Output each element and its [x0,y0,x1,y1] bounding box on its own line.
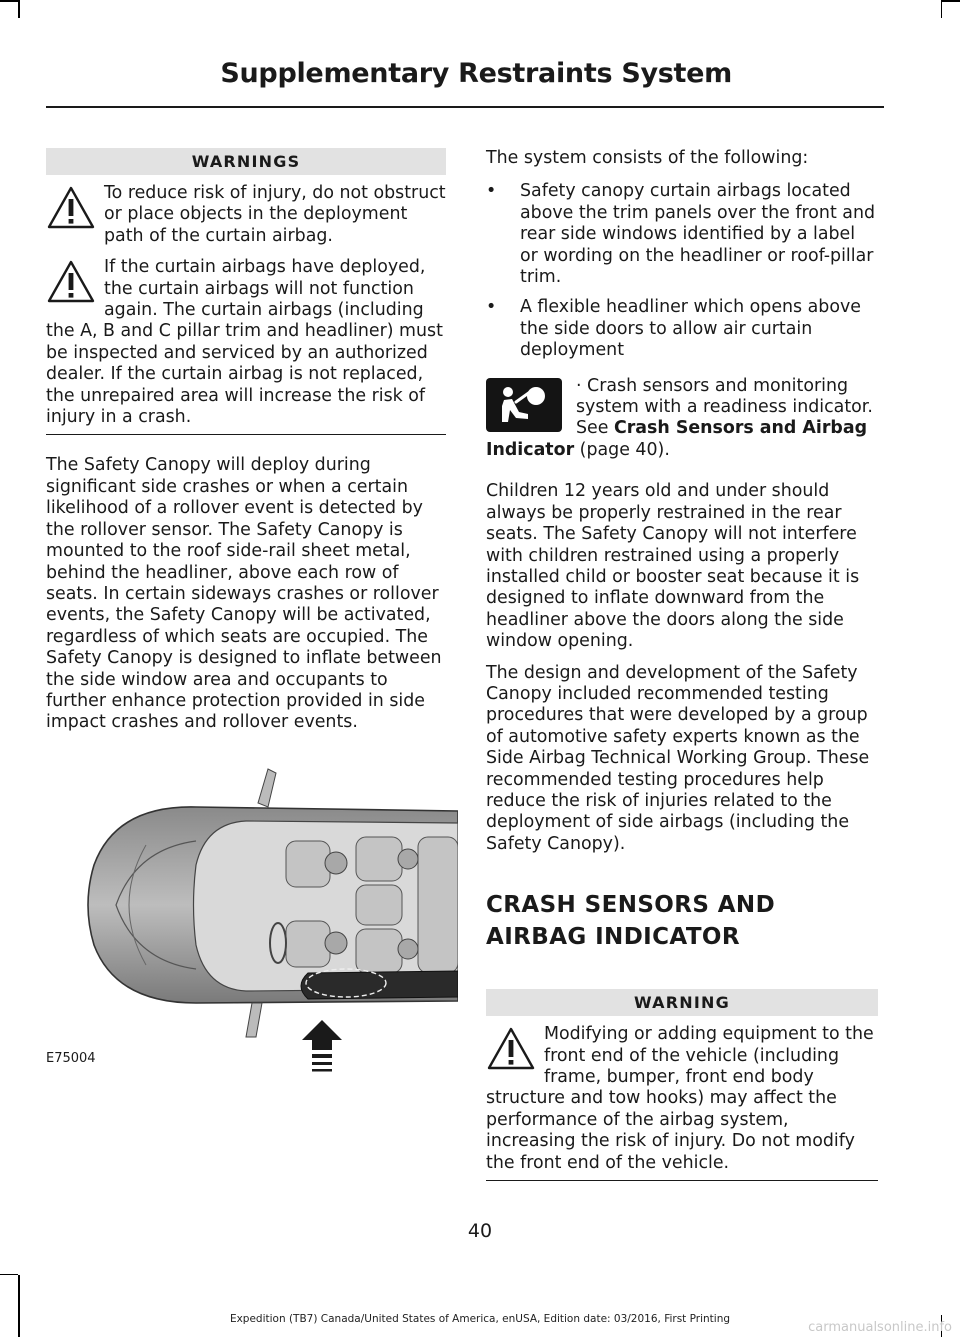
crash-sensors-page-ref: (page 40). [574,439,670,460]
right-column [486,148,878,1181]
airbag-indicator-icon [486,378,562,432]
warning-item [486,1024,878,1174]
header-rule [46,106,884,108]
warning-item [46,257,446,428]
warning-triangle-icon [486,1026,536,1072]
crop-mark [942,0,960,2]
page-title: Supplementary Restraints System [220,58,732,89]
bullet-mark: • [486,181,497,202]
warning-text: If the curtain airbags have deployed, the curtain airbags will not function again. The curtain airbags (including the A, B and C pillar trim and headliner) must be inspected and serviced by an authorized dealer. If the curtain airbag is not replaced, the unrepaired area will increase the risk of injury in a crash. [46,257,443,428]
warning-triangle-icon [46,185,96,231]
warning-item [46,183,446,247]
warning-end-rule [486,1180,878,1181]
list-item-text: Safety canopy curtain airbags located above the trim panels over the front and rear side windows identified by a label or wording on the headliner or roof-pillar trim. [520,181,876,288]
list-item [486,297,878,361]
vehicle-curtain-airbag-illustration [46,745,458,1075]
crop-mark [941,0,943,18]
children-paragraph: Children 12 years old and under should always be properly restrained in the rear seats. The Safety Canopy will not interfere with children restrained using a properly installed child or booster seat because it is designed to inflate downward from the headliner above the doors along the side window opening. [486,481,860,652]
system-intro: The system consists of the following: [486,148,809,168]
warning-triangle-icon [46,259,96,305]
system-components-list [486,181,878,361]
section-heading-line: CRASH SENSORS AND [486,892,776,919]
safety-canopy-paragraph: The Safety Canopy will deploy during significant side crashes or when a certain likelihood of a rollover event is detected by the rollover sensor. The Safety Canopy is mounted to the roof side-rail sheet metal, behind the headliner, above each row of seats. In certain sideways crashes or rollover events, the Safety Canopy will be activated, regardless of which seats are occupied. The Safety Canopy is designed to inflate between the side window area and occupants to further enhance protection provided in side impact crashes and rollover events. [46,455,442,733]
crash-sensor-item [486,376,878,462]
section-heading-line: AIRBAG INDICATOR [486,924,740,951]
figure-label: E75004 [46,1051,96,1066]
crop-mark [0,1274,18,1276]
warning-heading: WARNING [486,989,878,1016]
warning-text: Modifying or adding equipment to the front end of the vehicle (including frame, bumper, front end body structure and tow hooks) may affect the performance of the airbag system, increasing the risk of injury. Do not modify the front end of the vehicle. [486,1024,874,1173]
section-heading [486,889,878,953]
bullet-mark: • [486,297,497,318]
list-item [486,181,878,288]
watermark: carmanualsonline.info [808,1320,952,1335]
page-footer: Expedition (TB7) Canada/United States of America, enUSA, Edition date: 03/2016, First Printing [229,1313,731,1325]
page-number: 40 [467,1220,493,1242]
list-item-text: A flexible headliner which opens above the side doors to allow air curtain deployment [520,297,861,361]
warnings-heading: WARNINGS [46,148,446,175]
crash-sensor-text: · Crash sensors and monitoring system with a readiness indicator. See [576,375,873,439]
warnings-end-rule [46,434,446,435]
left-column [46,148,446,734]
crop-mark [0,0,18,2]
design-paragraph: The design and development of the Safety Canopy included recommended testing procedures that were developed by a group of automotive safety experts known as the Side Airbag Technical Working Group. These recommended testing procedures help reduce the risk of injuries related to the deployment of side airbags (including the Safety Canopy). [486,662,870,854]
crop-mark [18,1275,20,1337]
crash-sensors-link[interactable]: Crash Sensors and Airbag Indicator [486,418,868,460]
warning-text: To reduce risk of injury, do not obstruct or place objects in the deployment path of the curtain airbag. [104,183,446,246]
crop-mark [18,0,20,18]
